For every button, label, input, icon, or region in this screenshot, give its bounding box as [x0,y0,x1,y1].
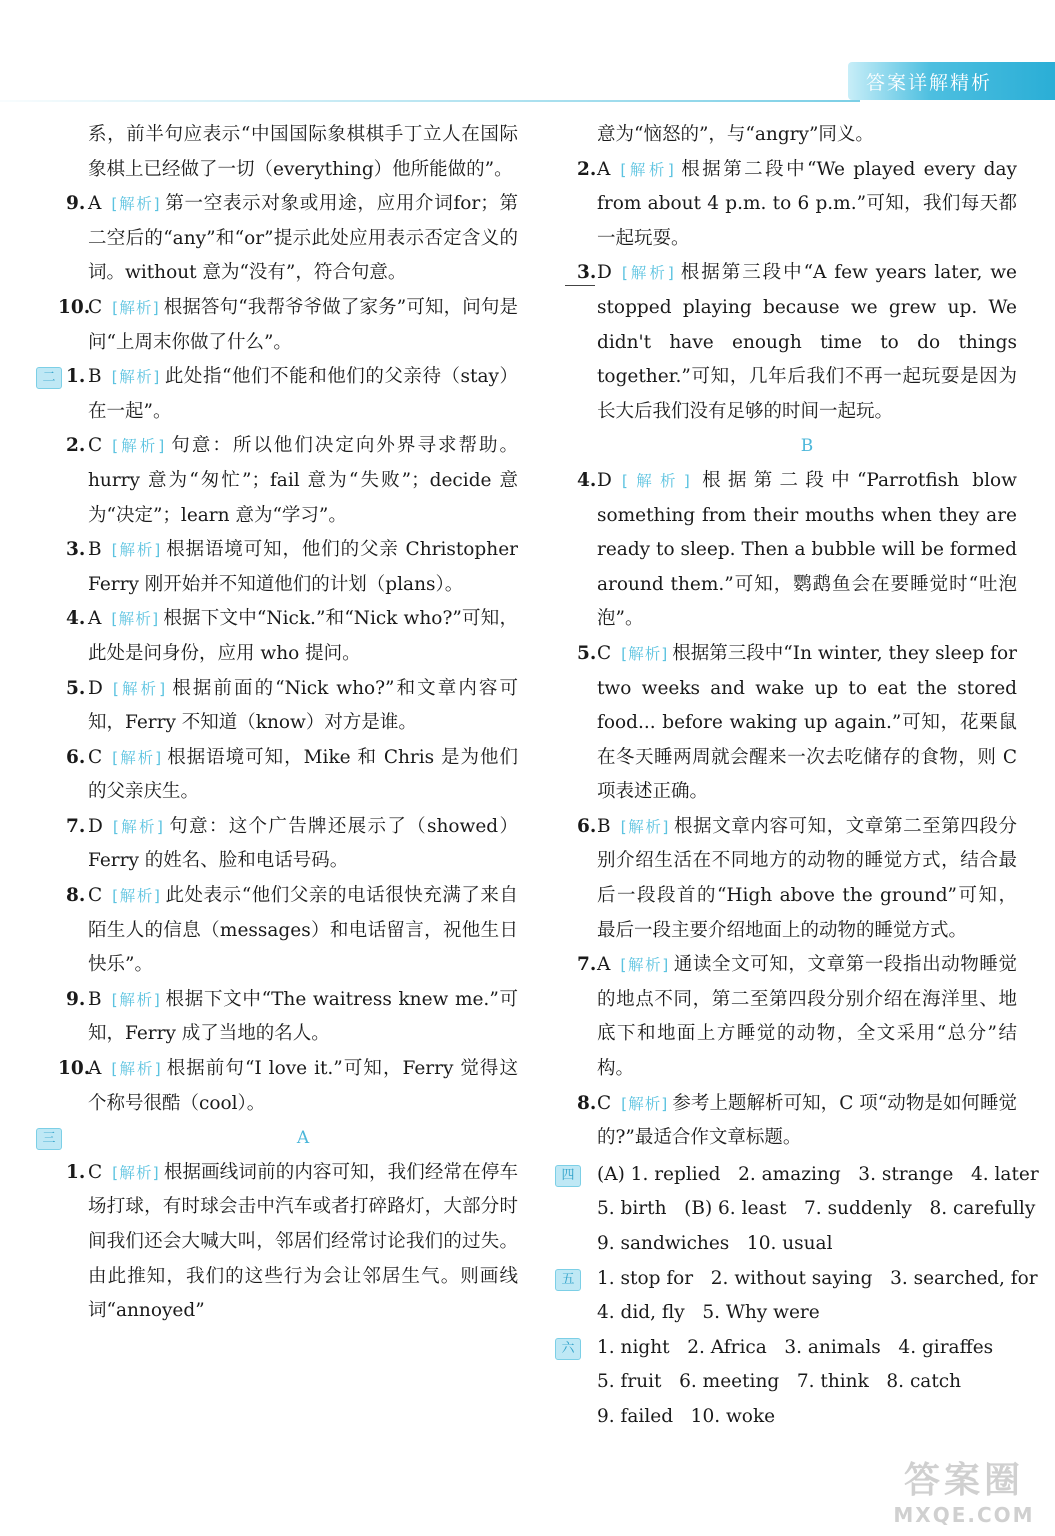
answer-item [58,1052,518,1121]
answer-letter: D [88,815,103,837]
item-number: 9. [66,193,86,215]
section-three-icon: 三 [36,1128,62,1150]
analysis-text: 根据第三段中“A few years later, we stopped playing because we grew up. We didn't have enough time to do things together.”可知，几年后我们不再一起玩耍是因为长大后我们没有足够的时间一起玩。 [597,262,1017,422]
answer-item [66,533,518,602]
right-column [561,118,1039,1435]
section-six [561,1331,1017,1435]
answer-item [577,256,1017,429]
analysis-tag: [解析] [111,1060,162,1079]
item-number: 5. [577,642,597,664]
passage-letter-b: B [800,436,814,457]
item-number: 1. [66,1161,86,1183]
answer-letter: B [88,539,102,561]
answer-item [577,810,1017,948]
analysis-tag: [解析] [111,368,161,387]
analysis-tag: [解析] [112,748,163,767]
answer-item [66,429,518,533]
section-four-line: (A) 1. replied 2. amazing 3. strange 4. later [597,1163,1039,1185]
analysis-tag: [解析] [111,990,161,1009]
analysis-tag: [解析] [620,160,675,179]
section-four-line: 9. sandwiches 10. usual [597,1233,833,1254]
item-number: 3. [66,539,86,561]
answer-item [66,983,518,1052]
analysis-tag: [解析] [112,437,166,456]
item-number: 2. [66,435,86,457]
item-number: 6. [577,815,597,837]
header-banner: 答案详解精析 [848,62,1055,100]
analysis-tag: [解析] [621,1094,669,1113]
answer-item [66,602,518,671]
item-number: 9. [66,988,86,1010]
answer-item [42,360,518,429]
analysis-text: 句意：这个广告牌还展示了（showed）Ferry 的姓名、脸和电话号码。 [88,815,518,872]
answer-letter: C [88,746,103,768]
answer-letter: B [88,366,102,388]
answer-item [577,948,1017,1086]
analysis-text: 根据语境可知，Mike 和 Chris 是为他们的父亲庆生。 [88,746,518,803]
analysis-tag: [解析] [112,679,167,698]
section-four-icon: 四 [555,1165,581,1187]
analysis-text: 句意：所以他们决定向外界寻求帮助。hurry 意为“匆忙”；fail 意为“失败”；decide 意为“决定”；learn 意为“学习”。 [88,435,518,526]
answer-letter: D [597,262,612,284]
analysis-tag: [解析] [621,644,669,663]
answer-letter: C [597,1092,612,1114]
answer-letter: C [88,435,103,457]
section-six-line: 5. fruit 6. meeting 7. think 8. catch [597,1371,962,1393]
section-four-line: 5. birth (B) 6. least 7. suddenly 8. carefully [597,1198,1036,1220]
item-number: 7. [66,815,86,837]
answer-item [577,637,1017,810]
answer-item [66,187,518,291]
item-number: 4. [66,608,86,630]
item-number: 1. [66,366,86,388]
analysis-tag: [解析] [111,610,160,629]
section-two-icon: 二 [36,367,62,389]
left-intro: 系，前半句应表示“中国国际象棋棋手丁立人在国际象棋上已经做了一切（everything）他所能做的”。 [88,124,518,180]
item-number: 7. [577,954,597,976]
analysis-tag: [解析] [112,817,164,836]
answer-item [66,672,518,741]
answer-letter: C [88,885,103,907]
watermark-text: 答案圈 [903,1460,1024,1501]
analysis-text: 根据画线词前的内容可知，我们经常在停车场打球，有时球会击中汽车或者打碎路灯，大部分时间我们还会大喊大叫，邻居们经常讨论我们的过失。由此推知，我们的这些行为会让邻居生气。则画线词“annoyed” [88,1161,518,1322]
analysis-text: 通读全文可知，文章第一段指出动物睡觉的地点不同，第二至第四段分别介绍在海洋里、地底下和地面上方睡觉的动物，全文采用“总分”结构。 [597,954,1017,1080]
answer-letter: A [597,158,611,180]
answer-letter: D [597,469,612,491]
answer-item [577,153,1017,257]
section-three-header [42,1121,518,1156]
item-number: 6. [66,746,86,768]
analysis-tag: [解析] [621,264,675,283]
item-number: 10. [58,1058,91,1080]
answer-item [577,464,1017,637]
item-number: 8. [577,1092,597,1114]
analysis-text: 根据前句“I love it.”可知，Ferry 觉得这个称号很酷（cool）。 [88,1058,518,1114]
answer-item [66,810,518,879]
answer-item [66,879,518,983]
item-number: 4. [577,469,597,491]
answer-letter: B [88,988,102,1010]
analysis-tag: [解析] [620,956,670,975]
item-number: 10. [58,296,91,318]
item-number: 5. [66,677,86,699]
answer-letter: A [597,954,611,976]
section-five-line: 1. stop for 2. without saying 3. searched, for [597,1267,1038,1289]
analysis-tag: [解析] [112,298,160,317]
watermark-logo [879,1452,1049,1526]
header-rule [0,100,860,102]
analysis-text: 根据语境可知，他们的父亲 Christopher Ferry 刚开始并不知道他们的计划（plans）。 [88,539,518,595]
analysis-text: 此处指“他们不能和他们的父亲待（stay）在一起”。 [88,366,518,422]
analysis-tag: [解析] [111,541,162,560]
right-continuation: 意为“恼怒的”，与“angry”同义。 [597,124,874,145]
analysis-tag: [解析] [621,471,691,490]
analysis-tag: [解析] [620,817,670,836]
analysis-text: 根据第三段中“In winter, they sleep for two weeks and wake up to eat the stored food... before waking up again.”可知，花栗鼠在冬天睡两周就会醒来一次去吃储存的食物，则 C 项表述正确。 [597,642,1017,803]
answer-item [577,1087,1017,1156]
analysis-text: 根据下文中“The waitress knew me.”可知，Ferry 成了当地的名人。 [88,988,518,1045]
analysis-text: 根据第二段中“Parrotfish blow something from their mouths when they are ready to sleep. Then a bubble will be formed around them.”可知，鹦鹉鱼会在要睡觉时“吐泡泡”。 [597,469,1017,630]
section-five-icon: 五 [555,1269,581,1291]
analysis-text: 根据下文中“Nick.”和“Nick who?”可知，此处是问身份，应用 who 提问。 [88,608,518,664]
section-five [561,1262,1038,1331]
item-number: 3. [577,262,597,284]
analysis-text: 根据第二段中“We played every day from about 4 p.m. to 6 p.m.”可知，我们每天都一起玩耍。 [597,158,1017,249]
answer-letter: A [88,608,102,630]
analysis-text: 根据答句“我帮爷爷做了家务”可知，问句是问“上周末你做了什么”。 [88,296,518,353]
analysis-text: 根据文章内容可知，文章第二至第四段分别介绍生活在不同地方的动物的睡觉方式，结合最后一段段首的“High above the ground”可知，最后一段主要介绍地面上的动物的睡觉方式。 [597,815,1017,941]
analysis-text: 参考上题解析可知，C 项“动物是如何睡觉的?”最适合作文章标题。 [597,1092,1017,1149]
analysis-text: 此处表示“他们父亲的电话很快充满了来自陌生人的信息（messages）和电话留言，祝他生日快乐”。 [88,885,518,976]
answer-letter: C [88,1161,103,1183]
analysis-text: 第一空表示对象或用途，应用介词for；第二空后的“any”和“or”提示此处应用表示否定含义的词。without 意为“没有”，符合句意。 [88,193,518,284]
section-six-line: 1. night 2. Africa 3. animals 4. giraffes [597,1336,994,1358]
item-number: 8. [66,885,86,907]
answer-item [66,1156,518,1329]
section-six-icon: 六 [555,1338,581,1360]
analysis-tag: [解析] [112,887,161,906]
answer-letter: A [88,1058,102,1080]
answer-letter: A [88,193,102,215]
answer-letter: C [597,642,612,664]
section-five-line: 4. did, fly 5. Why were [597,1302,820,1324]
section-four [561,1158,1039,1262]
watermark-url: MXQE.COM [893,1503,1035,1527]
analysis-tag: [解析] [111,195,161,214]
answer-letter: D [88,677,103,699]
analysis-text: 根据前面的“Nick who?”和文章内容可知，Ferry 不知道（know）对方是谁。 [88,677,518,734]
section-six-line: 9. failed 10. woke [597,1405,776,1427]
answer-item [58,291,518,360]
answer-item [66,741,518,810]
left-column [42,118,518,1329]
analysis-tag: [解析] [112,1163,160,1182]
passage-letter-a: A [296,1128,310,1149]
answer-letter: B [597,815,611,837]
item-number: 2. [577,158,597,180]
answer-letter: C [88,296,103,318]
